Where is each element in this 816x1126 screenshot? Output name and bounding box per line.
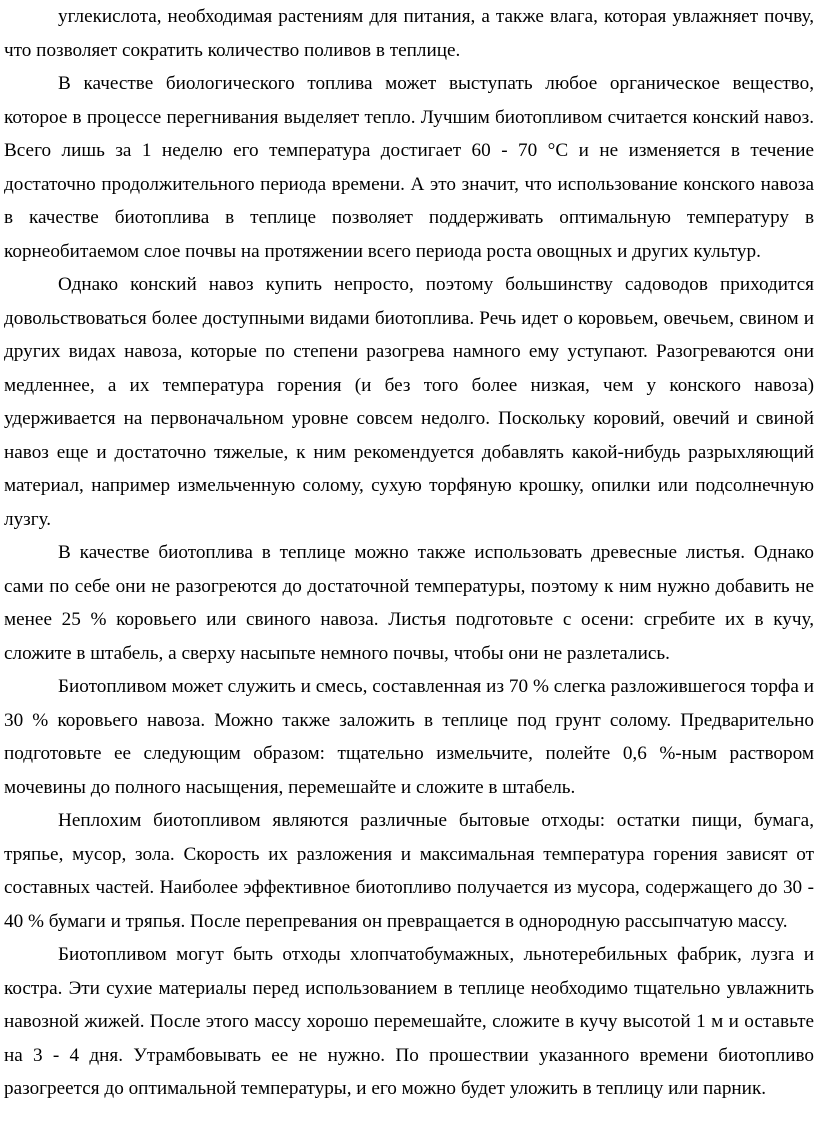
paragraph-3: Однако конский навоз купить непросто, поэтому большинству садоводов приходится довольствоваться более доступными видами биотоплива. Речь идет о коровьем, овечьем, свином и других видах навоза, которые по степени разогрева намного ему уступают. Разогреваются они медленнее, а их температура горения (и без того более низкая, чем у конского навоза) удерживается на первоначальном уровне совсем недолго. Поскольку коровий, овечий и свиной навоз еще и достаточно тяжелые, к ним рекомендуется добавлять какой-нибудь разрыхляющий материал, например измельченную солому, сухую торфяную крошку, опилки или подсолнечную лузгу. xyxy=(4,274,814,530)
paragraph-1: углекислота, необходимая растениям для питания, а также влага, которая увлажняет почву, что позволяет сократить количество поливов в теплице. xyxy=(4,6,814,61)
paragraph-2: В качестве биологического топлива может выступать любое органическое вещество, которое в процессе перегнивания выделяет тепло. Лучшим биотопливом считается конский навоз. Всего лишь за 1 неделю его температура достигает 60 - 70 °С и не изменяется в течение достаточно продолжительного периода времени. А это значит, что использование конского навоза в качестве биотоплива в теплице позволяет поддерживать оптимальную температуру в корнеобитаемом слое почвы на протяжении всего периода роста овощных и других культур. xyxy=(4,73,814,262)
paragraph-7: Биотопливом могут быть отходы хлопчатобумажных, льнотеребильных фабрик, лузга и костра. Эти сухие материалы перед использованием в теплице необходимо тщательно увлажнить навозной жижей. После этого массу хорошо перемешайте, сложите в кучу высотой 1 м и оставьте на 3 - 4 дня. Утрамбовывать ее не нужно. По прошествии указанного времени биотопливо разогреется до оптимальной температуры, и его можно будет уложить в теплицу или парник. xyxy=(4,944,814,1099)
document-page xyxy=(4,0,814,1106)
paragraph-6: Неплохим биотопливом являются различные бытовые отходы: остатки пищи, бумага, тряпье, мусор, зола. Скорость их разложения и максимальная температура горения зависят от составных частей. Наиболее эффективное биотопливо получается из мусора, содержащего до 30 - 40 % бумаги и тряпья. После перепревания он превращается в однородную рассыпчатую массу. xyxy=(4,810,814,932)
paragraph-4: В качестве биотоплива в теплице можно также использовать древесные листья. Однако сами по себе они не разогреются до достаточной температуры, поэтому к ним нужно добавить не менее 25 % коровьего или свиного навоза. Листья подготовьте с осени: сгребите их в кучу, сложите в штабель, а сверху насыпьте немного почвы, чтобы они не разлетались. xyxy=(4,542,814,664)
paragraph-5: Биотопливом может служить и смесь, составленная из 70 % слегка разложившегося торфа и 30 % коровьего навоза. Можно также заложить в теплице под грунт солому. Предварительно подготовьте ее следующим образом: тщательно измельчите, полейте 0,6 %-ным раствором мочевины до полного насыщения, перемешайте и сложите в штабель. xyxy=(4,676,814,798)
